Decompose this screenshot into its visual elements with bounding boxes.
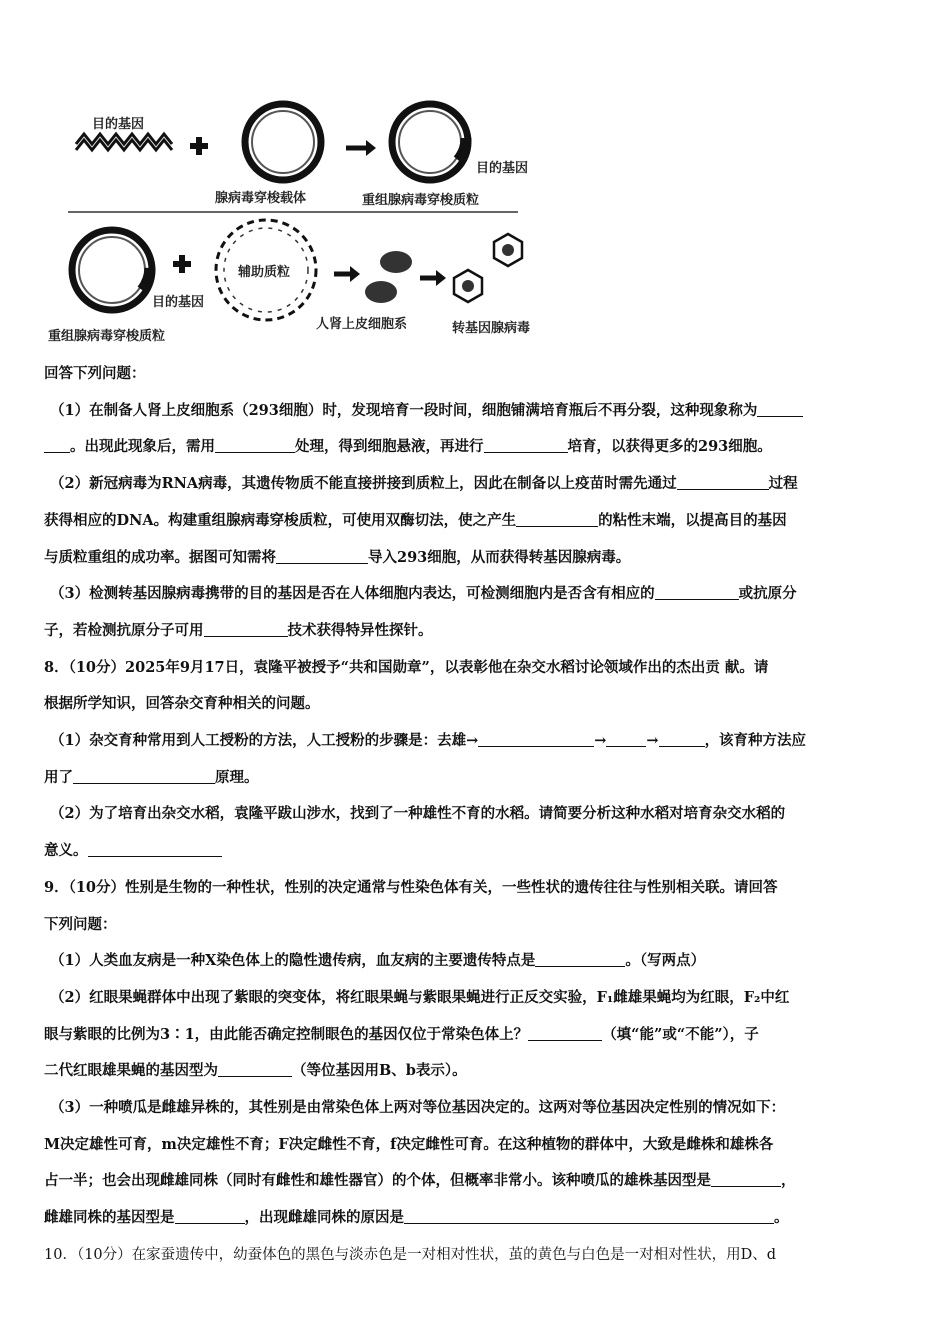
answer-blank[interactable]	[659, 732, 705, 747]
answer-blank[interactable]	[404, 1209, 774, 1224]
text-run: ，	[781, 1172, 796, 1190]
answer-blank[interactable]	[516, 512, 598, 527]
text-line	[44, 1127, 910, 1164]
answer-blank[interactable]	[44, 438, 70, 453]
text-line	[44, 796, 910, 833]
answer-blank[interactable]	[73, 769, 215, 784]
text-run: 处理，得到细胞悬液，再进行	[295, 438, 484, 456]
label-target-gene-top: 目的基因	[92, 117, 145, 132]
text-run: 与质粒重组的成功率。据图可知需将	[44, 548, 276, 566]
answer-blank[interactable]	[484, 438, 568, 453]
plus-icon	[190, 137, 208, 155]
text-run: 或抗原分	[738, 585, 797, 603]
answer-blank[interactable]	[655, 585, 739, 600]
text-run: （3）一种喷瓜是雌雄异株的，其性别是由常染色体上两对等位基因决定的。这两对等位基因决定性别的情况如下：	[50, 1099, 786, 1117]
recombinant-adenovirus-diagram	[40, 90, 600, 350]
text-line	[44, 576, 910, 613]
label-vector: 腺病毒穿梭载体	[215, 191, 307, 206]
text-line	[44, 686, 910, 723]
text-run: （3）检测转基因腺病毒携带的目的基因是否在人体细胞内表达，可检测细胞内是否含有相应的	[50, 585, 655, 603]
virus-core-1	[502, 244, 514, 256]
text-run: 根据所学知识，回答杂交育种相关的问题。	[44, 695, 320, 713]
label-cells: 人肾上皮细胞系	[316, 317, 408, 332]
label-recombinant-top: 重组腺病毒穿梭质粒	[362, 193, 480, 208]
text-run: →	[594, 732, 607, 750]
answer-blank[interactable]	[606, 732, 646, 747]
text-run: 二代红眼雄果蝇的基因型为	[44, 1062, 218, 1080]
question-text	[44, 356, 910, 1274]
text-run: 过程	[768, 475, 798, 493]
text-line	[44, 870, 910, 907]
text-line	[44, 429, 910, 466]
text-run: 的粘性末端，以提高目的基因	[598, 511, 787, 529]
text-line	[44, 356, 910, 393]
text-run: （2）为了培育出杂交水稻，袁隆平跋山涉水，找到了一种雄性不育的水稻。请简要分析这种水稻对培育杂交水稻的	[50, 805, 786, 823]
label-target-gene-bottom: 目的基因	[152, 295, 205, 310]
text-run: 雌雄同株的基因型是	[44, 1209, 175, 1227]
vector-plasmid-inner	[252, 111, 314, 173]
dna-strand-icon-2	[76, 134, 172, 144]
answer-blank[interactable]	[204, 622, 288, 637]
answer-blank[interactable]	[677, 475, 769, 490]
text-run: →	[646, 732, 659, 750]
text-line	[44, 1090, 910, 1127]
answer-blank[interactable]	[711, 1172, 781, 1187]
answer-blank[interactable]	[215, 438, 295, 453]
text-line	[44, 1053, 910, 1090]
answer-blank[interactable]	[218, 1062, 292, 1077]
label-target-gene-right: 目的基因	[476, 161, 529, 176]
text-run: 占一半；也会出现雌雄同株（同时有雌性和雄性器官）的个体，但概率非常小。该种喷瓜的雄株基因型是	[44, 1172, 711, 1190]
cell-icon-1	[380, 251, 412, 273]
recombinant-plasmid-bottom-inner	[79, 237, 145, 303]
text-run: M决定雄性可育，m决定雄性不育；F决定雌性不育，f决定雌性可育。在这种植物的群体中，大致是雌株和雄株各	[44, 1135, 774, 1153]
text-line	[44, 943, 910, 980]
text-run: 下列问题：	[44, 915, 117, 933]
answer-blank[interactable]	[478, 732, 594, 747]
text-run: （1）人类血友病是一种X染色体上的隐性遗传病，血友病的主要遗传特点是	[50, 952, 536, 970]
label-recombinant-bottom: 重组腺病毒穿梭质粒	[48, 329, 166, 344]
insert-segment-bottom-icon	[142, 268, 150, 290]
label-virus: 转基因腺病毒	[452, 321, 531, 336]
text-run: 8．（10分）2025年9月17日，袁隆平被授予“共和国勋章”，以表彰他在杂交水稻讨论领域作出的杰出贡 献。请	[44, 658, 769, 676]
insert-segment-icon	[458, 138, 466, 160]
text-run: 获得相应的DNA。构建重组腺病毒穿梭质粒，可使用双酶切法，使之产生	[44, 511, 517, 529]
text-line	[44, 1237, 910, 1274]
text-run: 。出现此现象后，需用	[70, 438, 215, 456]
text-run: 。	[774, 1209, 789, 1227]
text-run: （2）红眼果蝇群体中出现了紫眼的突变体，将红眼果蝇与紫眼果蝇进行正反交实验，F₁雌雄果蝇均为红眼，F₂中红	[50, 988, 790, 1006]
answer-blank[interactable]	[535, 952, 625, 967]
answer-blank[interactable]	[88, 842, 222, 857]
text-run: 用了	[44, 768, 73, 786]
cell-icon-2	[365, 281, 397, 303]
arrow-head-2	[350, 266, 360, 282]
recombinant-plasmid-inner	[399, 111, 461, 173]
vector-plasmid-icon	[245, 104, 321, 180]
text-line	[44, 760, 910, 797]
text-run: 10．（10分）在家蚕遗传中，幼蚕体色的黑色与淡赤色是一对相对性状，茧的黄色与白色是一对相对性状，用D、d	[44, 1246, 777, 1263]
text-line	[44, 393, 910, 430]
recombinant-plasmid-icon	[392, 104, 468, 180]
plus-icon-2	[173, 255, 191, 273]
text-run: （2）新冠病毒为RNA病毒，其遗传物质不能直接拼接到质粒上，因此在制备以上疫苗时需先通过	[50, 475, 677, 493]
text-run: （1）在制备人肾上皮细胞系（293细胞）时，发现培育一段时间，细胞铺满培育瓶后不再分裂，这种现象称为	[50, 401, 758, 419]
text-run: 9．（10分）性别是生物的一种性状，性别的决定通常与性染色体有关，一些性状的遗传往往与性别相关联。请回答	[44, 878, 778, 896]
text-line	[44, 613, 910, 650]
text-run: ，出现雌雄同株的原因是	[244, 1209, 404, 1227]
answer-blank[interactable]	[276, 549, 368, 564]
text-run: 导入293细胞，从而获得转基因腺病毒。	[368, 548, 631, 566]
experiment-figure	[40, 90, 600, 350]
text-line	[44, 1163, 910, 1200]
text-run: （1）杂交育种常用到人工授粉的方法，人工授粉的步骤是：去雄→	[50, 732, 479, 750]
answer-blank[interactable]	[528, 1026, 602, 1041]
answer-blank[interactable]	[757, 402, 803, 417]
text-line	[44, 503, 910, 540]
text-run: 子，若检测抗原分子可用	[44, 621, 204, 639]
text-run: 。（写两点）	[625, 952, 706, 970]
text-run: 培育，以获得更多的293细胞。	[567, 438, 772, 456]
text-run: （填“能”或“不能”），子	[602, 1025, 759, 1043]
text-line	[44, 650, 910, 687]
text-line	[44, 980, 910, 1017]
text-line	[44, 466, 910, 503]
answer-blank[interactable]	[175, 1209, 245, 1224]
text-line	[44, 907, 910, 944]
text-run: 回答下列问题：	[44, 365, 146, 382]
text-line	[44, 1017, 910, 1054]
text-line	[44, 723, 910, 760]
text-run: 技术获得特异性探针。	[287, 621, 433, 639]
arrow-head-1	[366, 140, 376, 156]
virus-core-2	[462, 280, 474, 292]
recombinant-plasmid-bottom-icon	[72, 230, 152, 310]
arrow-head-3	[436, 270, 446, 286]
text-line	[44, 1200, 910, 1237]
text-run: ，该育种方法应	[704, 732, 807, 750]
text-run: （等位基因用B、b表示）。	[292, 1062, 467, 1080]
text-line	[44, 833, 910, 870]
text-line	[44, 540, 910, 577]
label-helper: 辅助质粒	[238, 265, 291, 280]
text-run: 意义。	[44, 842, 88, 860]
text-run: 眼与紫眼的比例为3∶1，由此能否确定控制眼色的基因仅位于常染色体上？	[44, 1025, 529, 1043]
text-run: 原理。	[215, 768, 259, 786]
